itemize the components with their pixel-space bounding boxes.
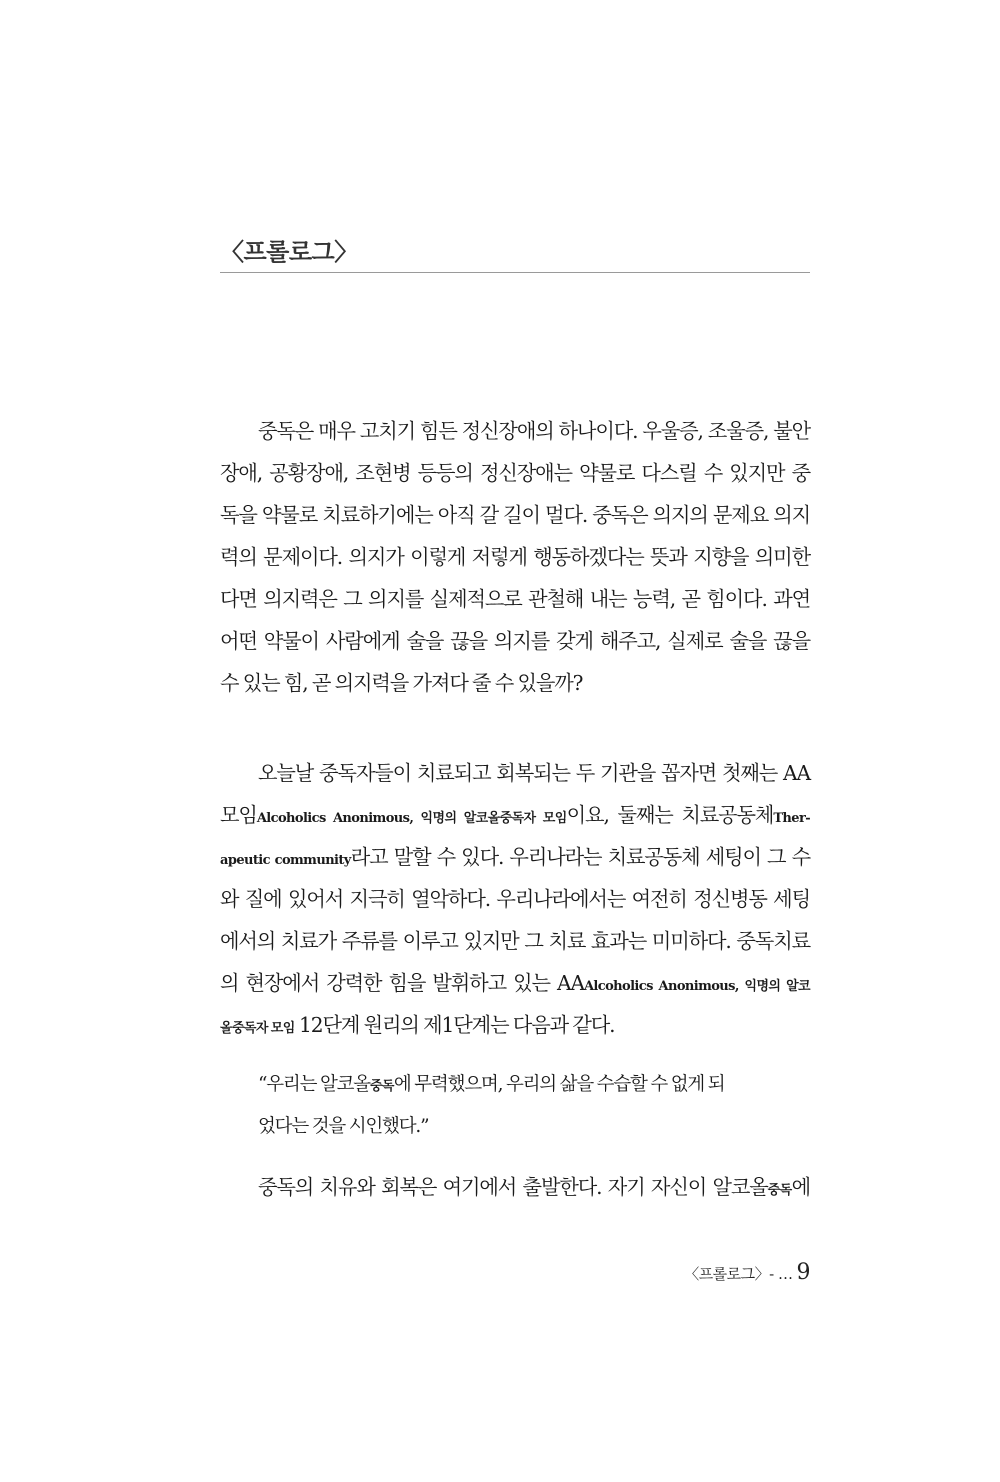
p2-line-6: 의 현장에서 강력한 힘을 발휘하고 있는 AAAlcoholics Anonimous, 익명의 알코: [220, 971, 810, 995]
p1-line-5: 다면 의지력은 그 의지를 실제적으로 관철해 내는 능력, 곧 힘이다. 과연: [220, 587, 810, 611]
p1-line-7: 수 있는 힘, 곧 의지력을 가져다 줄 수 있을까?: [220, 671, 583, 695]
page-number: 9: [796, 1260, 810, 1285]
header-divider: [220, 272, 810, 273]
p2-line-3: apeutic community라고 말할 수 있다. 우리나라는 치료공동체 세팅이 그 수: [220, 845, 811, 869]
inline-annotation: 올중독자 모임: [220, 1021, 295, 1036]
quote-line-2: 었다는 것을 시인했다.”: [258, 1116, 429, 1137]
inline-annotation: apeutic community: [220, 853, 351, 868]
chapter-title: 〈프롤로그〉: [220, 238, 358, 266]
p2-line-7: 올중독자 모임 12단계 원리의 제1단계는 다음과 같다.: [220, 1013, 615, 1037]
p1-line-4: 력의 문제이다. 의지가 이렇게 저렇게 행동하겠다는 뜻과 지향을 의미한: [220, 545, 810, 569]
p1-line-1: 중독은 매우 고치기 힘든 정신장애의 하나이다. 우울증, 조울증, 불안: [258, 419, 810, 443]
page-footer: [684, 1260, 810, 1285]
p2-line-2: 모임Alcoholics Anonimous, 익명의 알코올중독자 모임이요, 둘째는 치료공동체Ther-: [220, 803, 810, 827]
p1-line-2: 장애, 공황장애, 조현병 등등의 정신장애는 약물로 다스릴 수 있지만 중: [220, 461, 810, 485]
p2-line-1: 오늘날 중독자들이 치료되고 회복되는 두 기관을 꼽자면 첫째는 AA: [258, 761, 810, 785]
inline-annotation: Alcoholics Anonimous, 익명의 알코올중독자 모임: [256, 811, 567, 826]
p3-line-1: 중독의 치유와 회복은 여기에서 출발한다. 자기 자신이 알코올중독에: [258, 1175, 810, 1199]
p1-line-6: 어떤 약물이 사람에게 술을 끊을 의지를 갖게 해주고, 실제로 술을 끊을: [220, 629, 810, 653]
p1-line-3: 독을 약물로 치료하기에는 아직 갈 길이 멀다. 중독은 의지의 문제요 의지: [220, 503, 810, 527]
inline-annotation: Alcoholics Anonimous, 익명의 알코: [583, 979, 810, 994]
body-text: [220, 410, 810, 1208]
quote-line-1: “우리는 알코올중독에 무력했으며, 우리의 삶을 수습할 수 없게 되: [258, 1074, 725, 1095]
p2-line-4: 와 질에 있어서 지극히 열악하다. 우리나라에서는 여전히 정신병동 세팅: [220, 887, 810, 911]
running-title: 〈프롤로그〉- …: [684, 1265, 793, 1283]
p2-line-5: 에서의 치료가 주류를 이루고 있지만 그 치료 효과는 미미하다. 중독치료: [220, 929, 810, 953]
